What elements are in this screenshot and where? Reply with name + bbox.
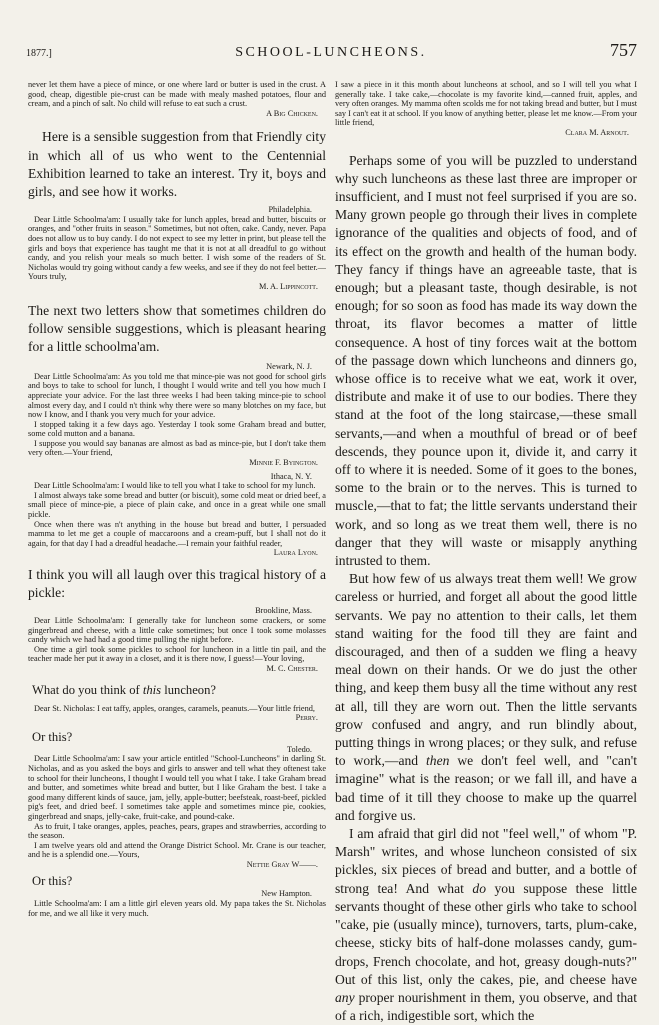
letter-text: I almost always take some bread and butter (or biscuit), some cold meat or dried beef, a small piece of mince-pie, a piece of plain cake, and once in a great while one small pickle.: [28, 490, 326, 520]
letter-text: I stopped taking it a few days ago. Yesterday I took some Graham bread and butter, some cold mutton and a banana.: [28, 419, 326, 439]
letter-text: Dear St. Nicholas: I eat taffy, apples, oranges, caramels, peanuts.—Your little friend,: [34, 703, 315, 713]
letter-brookline: [28, 606, 326, 673]
intro-paragraph: Here is a sensible suggestion from that Friendly city in which all of us who went to the Centennial Exhibition learned to take an interest. Try it, boys and girls, and see how it works.: [28, 129, 326, 199]
letter-ithaca: [28, 472, 326, 558]
letter-signature: Nettie Gray W——.: [246, 859, 318, 869]
letter-signature: Clara M. Arnout.: [565, 127, 629, 137]
letter-new-hampton: [28, 889, 326, 918]
right-column: [335, 80, 637, 1025]
letter-place: Ithaca, N. Y.: [270, 471, 312, 481]
body-text: But how few of us always treat them well! We grow careless or hurried, and forget all about the good little servants. We pay no attention to their calls, let them stand waiting for the food till they are faint and discouraged, and then of a sudden we fling a heavy meal down on their hands. Or we do just the other thing, and keep them busy all the time without any rest at all, till they are worn out. Then the little servants grow confused and angry, and run blindly about, putting things in wrong places; or they sulk, and refuse to work,—and: [335, 571, 637, 769]
editor-intro: [28, 302, 326, 357]
letter-text: Once when there was n't anything in the house but bread and butter, I persuaded mamma to let me get a couple of maccaroons and a cream-puff, but I shall not do it again, for that day I had a dreadful headache.—I remain your faithful reader,: [28, 519, 326, 548]
letter-text: Dear Little Schoolma'am: I usually take for lunch apples, bread and butter, biscuits or oranges, and "other fruits in season." Sometimes, but not often, cake. Candy, never. Papa does not allow us to buy candy. I do not expect to see my letter in print, but please tell the girls and boys that experience has taught me that it is not at all dreadful to go without candy, and you relish your meals so much better. I wish some of the readers of St. Nicholas would try going without candy a few weeks, and see if they do not feel better.—Yours truly,: [28, 214, 326, 282]
letter-perry: [28, 704, 326, 723]
body-text: proper nourishment in them, you observe, and that of a rich, indigestible sort, which the: [335, 989, 637, 1024]
letter-philadelphia: [28, 205, 326, 291]
letter-text: One time a girl took some pickles to school for luncheon in a little tin pail, and the teacher made her put it away in a closet, and it is there now, I guess!—Your loving,: [28, 644, 326, 664]
body-paragraph: Perhaps some of you will be puzzled to understand why such luncheons as these last three are improper or insufficient, and I must not feel surprised if you are so. Many grown people go through their lives in complete ignorance of the qualities and objects of food, and of its effect on the growth and health of the human body. They fancy if things have an agreeable taste, that is enough; but a pleasant taste, though desirable, is not enough; for so soon as food has made its way down the throat, its flavor becomes a matter of little consequence. A host of tiny forces wait at the bottom of the passage down which luncheons and dinners go, whose office is to receive what we eat, work it over, distribute and make it of use to our bodies. There they stand at the foot of the long staircase,—these small servants,—and when a mouthful of bread or of beef descends, they pounce upon it, divide it, and carry it off to where it is needed. Some of it goes to the bones, some to the brain or to the nerves. This is turned to muscle,—that to fat; the little servants understand their work, and so long as we treat them well, there is no danger that they will waste or misapply anything intrusted to them.: [335, 152, 637, 569]
question-text: luncheon?: [161, 682, 216, 697]
letter-text: Dear Little Schoolma'am: I saw your article entitled "School-Luncheons" in darling St. Nicholas, and as you asked the boys and girls to answer and tell what they oftenest take to school for their luncheons, I thought I would tell you what I take. I take Graham bread and butter, and sometimes white bread and butter, but I like Graham the best. I take a good many different kinds of sauce, jam, jelly, apple-butter; beefsteak, roast-beef, pickled pig's feet, and dried beef. I sometimes take apple and sometimes mince pie, cookies, gingerbread and snaps, jelly-cake, fruit-cake, and pound-cake.: [28, 754, 326, 821]
letter-place: Toledo.: [287, 744, 312, 754]
letter-place: Brookline, Mass.: [255, 606, 312, 616]
letter-clara-arnout: [335, 80, 637, 138]
letter-signature: A Big Chicken.: [266, 108, 318, 118]
letter-signature: M. C. Chester.: [266, 663, 318, 673]
body-emphasis: any: [335, 989, 355, 1005]
letter-place: Philadelphia.: [268, 205, 312, 215]
issue-date: 1877.]: [26, 48, 52, 59]
body-emphasis: then: [426, 753, 450, 769]
question-heading: [32, 682, 326, 698]
letter-place: New Hampton.: [261, 889, 312, 899]
body-text: I am afraid that girl did not "feel well," of whom "P. Marsh" writes, and whose luncheon consisted of six pickles, six pieces of bread and butter, and a bottle of strong tea! And what: [335, 826, 637, 896]
running-header: [26, 40, 637, 62]
left-column: [28, 80, 326, 918]
letter-text: I suppose you would say bananas are almost as bad as mince-pie, but I don't take them very often.—Your friend,: [28, 438, 326, 458]
article-title: SCHOOL-LUNCHEONS.: [235, 45, 427, 60]
body-text: we don't feel well, and "can't imagine" what is the reason; or we fall ill, and have a bad time of it till they choose to make up the quarrel and forgive us.: [335, 753, 637, 823]
letter-text: I am twelve years old and attend the Orange District School. Mr. Crane is our teacher, and he is a splendid one.—Yours,: [28, 840, 326, 860]
letter-text: Dear Little Schoolma'am: I generally take for luncheon some crackers, or some gingerbread and cheese, with a little cake sometimes; but once I took some molasses candy which we had had a good time pulling the night before.: [28, 616, 326, 645]
letter-toledo: [28, 745, 326, 870]
body-paragraph: [335, 825, 637, 1025]
editor-intro: [28, 128, 326, 201]
question-heading: Or this?: [32, 729, 73, 744]
editor-intro: [28, 566, 326, 602]
body-emphasis: do: [472, 880, 486, 896]
letter-text: Little Schoolma'am: I am a little girl eleven years old. My papa takes the St. Nicholas for me, and we all like it very much.: [28, 899, 326, 918]
letter-signature: Laura Lyon.: [273, 548, 318, 558]
letter-place: Newark, N. J.: [266, 362, 312, 372]
letter-signature: M. A. Lippincott.: [258, 281, 318, 291]
letter-text: As to fruit, I take oranges, apples, peaches, pears, grapes and strawberries, according to the season.: [28, 821, 326, 841]
letter-big-chicken: [28, 80, 326, 118]
letter-newark: [28, 362, 326, 468]
question-text: What do you think of: [32, 682, 143, 697]
letter-text: I saw a piece in it this month about luncheons at school, and so I will tell you what I generally take. I take cake,—chocolate is my favorite kind,—canned fruit, apples, and very often oranges. My mamma often scolds me for not taking bread and butter, but I must say I can't eat it at school. If you know of anything better, please let me know.—From your little friend,: [335, 80, 637, 128]
letter-text: Dear Little Schoolma'am: As you told me that mince-pie was not good for school girls and boys to take to school for lunch, I thought I would write and tell you how much I appreciate your advice. For the last three weeks I had been taking mince-pie to school almost every day, and I could n't think why there were so many blotches on my face, but now I know, and I thank you very much for your advice.: [28, 371, 326, 420]
page-number: 757: [609, 40, 637, 60]
letter-text: never let them have a piece of mince, or one where lard or butter is used in the crust. A good, cheap, digestible pie-crust can be made with mealy mashed potatoes, flour and cream, and a pinch of salt. No child will refuse to eat such a crust.: [28, 80, 326, 109]
letter-text: Dear Little Schoolma'am: I would like to tell you what I take to school for my lunch.: [34, 481, 316, 491]
body-paragraph: [335, 570, 637, 825]
body-text: you suppose these little servants thought of these other girls who take to school "cake, pie (usually mince), turnovers, tarts, plum-cake, cheese, sticky bits of half-done molasses candy, gum-drops, French chocolate, and hot, greasy dough-nuts?" Out of this list, only the cakes, pie, and cheese have: [335, 880, 637, 987]
letter-signature: Minnie F. Byington.: [249, 458, 318, 468]
question-heading: Or this?: [32, 874, 73, 889]
article-body: [335, 152, 637, 1025]
question-emphasis: this: [142, 682, 162, 697]
intro-paragraph: The next two letters show that sometimes children do follow sensible suggestions, which is pleasant hearing for a little schoolma'am.: [28, 302, 326, 354]
letter-signature: Perry.: [295, 713, 318, 723]
intro-paragraph: I think you will all laugh over this tragical history of a pickle:: [28, 567, 326, 601]
